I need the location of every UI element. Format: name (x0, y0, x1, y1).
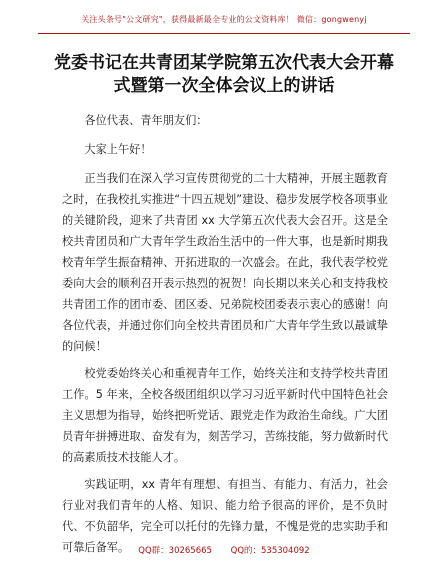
salutation: 各位代表、青年朋友们： (84, 114, 208, 127)
header-promo-text: 关注头条号"公文研究"，获得最新最全专业的公文资料库！ 微信：gongwenyj (81, 15, 367, 24)
document-title (40, 52, 408, 98)
paragraph: 正当我们在深入学习宣传贯彻党的二十大精神，开展主题教育之时，在我校扎实推进“十四五规划”建设、稳步发展学校各项事业的关键阶段，迎来了共青团 xx 大学第五次代表大会召开。这是全校共青团员和广大青年学生政治生活中的一件大事，也是新时期我校青年学生振奋精神、开拓进取的一次盛会。在此，我代表学校党委向大会的顺利召开表示热烈的祝贺！向长期以来关心和支持我校共青团工作的团市委、团区委、兄弟院校团委表示衷心的感谢！向各位代表，并通过你们向全校共青团员和广大青年学生致以最诚挚的问候！ (62, 172, 388, 353)
greeting: 大家上午好！ (84, 143, 152, 156)
footer-qq: QQ的：535304092 (230, 546, 310, 556)
header-divider (38, 33, 410, 34)
footer-qq-group: QQ群：30265665 (138, 546, 212, 556)
title-line-1: 党委书记在共青团某学院第五次代表大会开幕 (54, 53, 394, 73)
document-body (62, 110, 388, 564)
title-line-2: 式暨第一次全体会议上的讲话 (113, 76, 335, 96)
paragraph: 实践证明，xx 青年有理想、有担当、有能力、有活力，社会行业对我们青年的人格、知识、能力给予很高的评价，是不负时代、不负韶华，完全可以托付的先锋力量，不愧是党的忠实助手和可靠后备军。 (62, 478, 388, 554)
footer-contact (0, 544, 448, 556)
paragraph: 校党委始终关心和重视青年工作，始终关注和支持学校共青团工作。5 年来，全校各级团组织以学习习近平新时代中国特色社会主义思想为指导，始终把听党话、跟党走作为政治生命线。广大团员青年拼搏进取、奋发有为，刻苦学习，苦练技能，努力做新时代的高素质技术技能人才。 (62, 367, 388, 464)
